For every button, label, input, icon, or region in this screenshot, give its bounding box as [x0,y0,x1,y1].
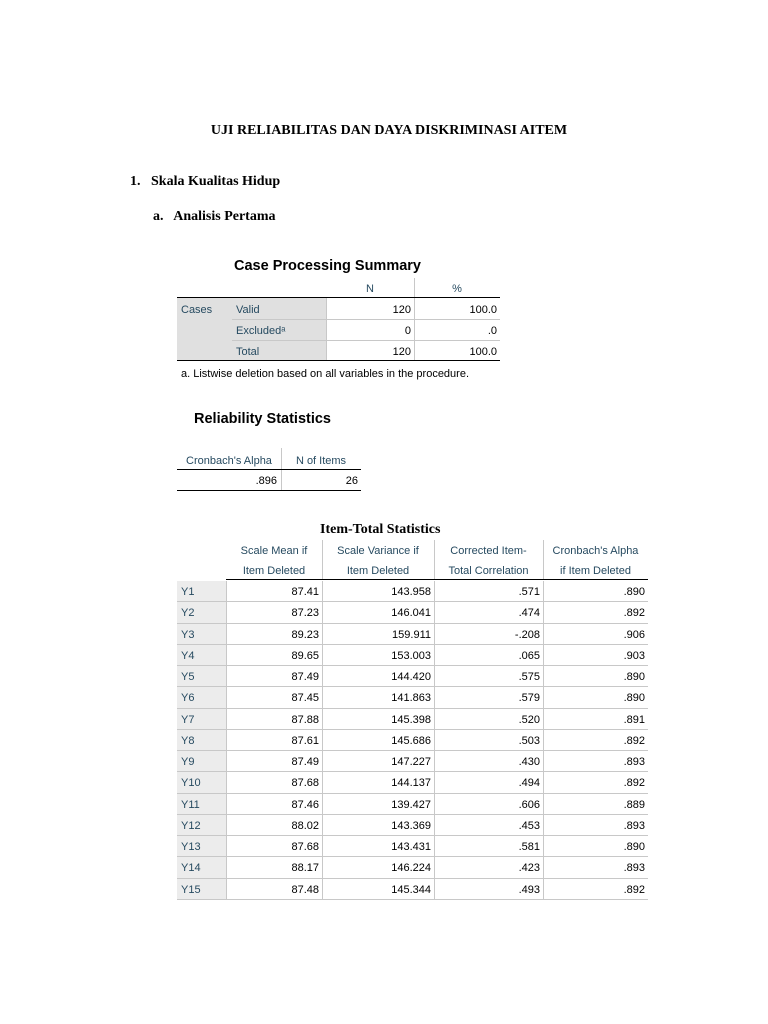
item-variance-cell: 145.686 [391,734,431,747]
col-divider [226,581,227,900]
item-total-header [434,544,543,578]
item-variance-cell: 146.224 [391,862,431,875]
item-variance-cell: 141.863 [391,692,431,705]
col-divider [414,298,415,360]
item-corr-cell: .575 [518,671,540,683]
case-row-label: Excludedᵃ [236,325,286,337]
row-divider [177,814,648,815]
item-mean-cell: 87.68 [291,841,319,853]
section-number: 1. [130,174,141,189]
row-divider [177,793,648,794]
item-mean-cell: 88.02 [291,819,319,832]
item-alpha-cell: .906 [623,628,645,641]
item-mean-cell: 87.46 [291,798,319,811]
item-label: Y12 [181,819,201,832]
row-divider [232,319,500,320]
item-alpha-cell: .892 [623,883,645,896]
item-variance-cell: 145.398 [391,713,431,726]
row-divider [232,340,500,341]
item-variance-cell: 146.041 [391,607,431,620]
item-label: Y13 [181,841,201,853]
case-summary-header-divider [414,278,415,298]
item-variance-cell: 153.003 [391,649,431,662]
header-line: Cronbach's Alpha [552,545,639,557]
row-divider [177,665,648,666]
case-row-pct: 100.0 [469,346,497,358]
case-row-pct: 100.0 [469,304,497,316]
item-corr-cell: .430 [518,756,540,768]
item-corr-cell: .423 [518,862,540,875]
item-total-header [543,544,648,578]
col-divider [434,581,435,900]
case-summary-group-label: Cases [181,304,213,316]
item-mean-cell: 87.45 [291,692,319,705]
case-row-n: 0 [404,325,411,337]
item-corr-cell: .065 [518,649,540,662]
case-summary-col-pct: % [452,283,462,295]
header-line: Corrected Item- [450,545,527,557]
item-alpha-cell: .893 [623,756,645,768]
item-corr-cell: -.208 [514,628,540,641]
item-alpha-cell: .893 [623,819,645,832]
case-row-n: 120 [392,304,411,316]
section-title: Skala Kualitas Hidup [151,174,281,189]
item-alpha-cell: .889 [623,798,645,811]
item-mean-cell: 87.49 [291,756,319,768]
subsection-heading [153,209,276,225]
item-variance-cell: 143.958 [391,586,431,598]
row-divider [177,601,648,602]
item-mean-cell: 87.23 [291,607,319,620]
reliability-bottom-rule [177,490,361,491]
item-alpha-cell: .893 [623,862,645,875]
item-mean-cell: 87.88 [291,713,319,726]
item-label: Y3 [181,628,195,641]
header-line: Item Deleted [346,565,410,577]
item-total-header [226,544,322,578]
subsection-letter: a. [153,209,164,224]
item-variance-cell: 147.227 [391,756,431,768]
item-total-title: Item-Total Statistics [320,522,441,537]
col-divider [322,581,323,900]
item-variance-cell: 144.137 [391,777,431,790]
item-variance-cell: 139.427 [391,798,431,811]
col-divider [434,540,435,580]
item-label: Y11 [181,798,200,811]
item-variance-cell: 143.431 [391,841,431,853]
case-summary-title: Case Processing Summary [234,258,421,274]
item-corr-cell: .579 [518,692,540,705]
case-row-label: Total [236,346,260,358]
header-line: Scale Variance if [337,545,419,557]
item-alpha-cell: .890 [623,586,645,598]
item-variance-cell: 144.420 [391,671,431,683]
item-mean-cell: 87.41 [291,586,319,598]
item-corr-cell: .453 [518,819,540,832]
row-divider [177,835,648,836]
case-row-n: 120 [392,346,411,358]
reliability-top-rule [177,469,361,470]
row-divider [177,750,648,751]
item-alpha-cell: .903 [623,649,645,662]
item-label: Y2 [181,607,195,620]
row-divider [177,878,648,879]
header-line: Total Correlation [448,565,529,577]
item-label: Y4 [181,649,195,662]
item-variance-cell: 143.369 [391,819,431,832]
case-row-pct: .0 [487,325,497,337]
col-divider [543,540,544,580]
case-row-label: Valid [236,304,260,316]
reliability-col-items: N of Items [295,455,347,467]
item-mean-cell: 87.48 [291,883,319,896]
row-divider [177,708,648,709]
item-corr-cell: .474 [518,607,540,620]
item-corr-cell: .581 [518,841,540,853]
item-alpha-cell: .892 [623,734,645,747]
item-label: Y9 [181,756,195,768]
header-line: Scale Mean if [240,545,308,557]
item-variance-cell: 159.911 [392,628,431,641]
row-divider [177,771,648,772]
item-label: Y1 [181,586,195,598]
item-mean-cell: 88.17 [291,862,319,875]
row-divider [177,899,648,900]
reliability-items-value: 26 [345,475,358,487]
item-alpha-cell: .891 [623,713,645,726]
col-divider [543,581,544,900]
item-label: Y7 [181,713,195,726]
item-label: Y5 [181,671,195,683]
header-line: if Item Deleted [560,565,631,577]
item-mean-cell: 87.61 [291,734,319,747]
reliability-col-alpha: Cronbach's Alpha [186,455,272,467]
item-label: Y10 [181,777,201,790]
item-corr-cell: .571 [518,586,540,598]
row-divider [177,686,648,687]
subsection-title: Analisis Pertama [173,209,276,224]
item-total-header [322,544,434,578]
row-divider [177,729,648,730]
row-divider [177,644,648,645]
header-line: Item Deleted [242,565,306,577]
reliability-title: Reliability Statistics [194,411,331,427]
item-corr-cell: .503 [518,734,540,747]
item-label: Y6 [181,692,195,705]
reliability-alpha-value: .896 [255,475,277,487]
item-mean-cell: 89.65 [291,649,319,662]
item-corr-cell: .606 [518,798,540,811]
item-label: Y8 [181,734,195,747]
item-alpha-cell: .890 [623,841,645,853]
case-summary-top-rule [177,297,500,298]
case-summary-col-n: N [366,283,374,295]
row-divider [177,856,648,857]
item-corr-cell: .494 [518,777,540,790]
case-summary-bottom-rule [177,360,500,361]
item-alpha-cell: .890 [623,671,645,683]
col-divider [322,540,323,580]
item-variance-cell: 145.344 [391,883,431,896]
item-alpha-cell: .890 [623,692,645,705]
item-mean-cell: 89.23 [291,628,319,641]
item-mean-cell: 87.49 [291,671,319,683]
item-mean-cell: 87.68 [291,777,319,790]
row-divider [177,623,648,624]
col-divider [326,298,327,360]
case-summary-footnote: a. Listwise deletion based on all variables in the procedure. [181,368,470,380]
item-label: Y14 [181,862,201,875]
item-total-top-rule [226,579,648,580]
item-corr-cell: .493 [518,883,540,896]
section-heading [130,174,280,190]
document-title: UJI RELIABILITAS DAN DAYA DISKRIMINASI AITEM [210,123,568,138]
item-alpha-cell: .892 [623,777,645,790]
item-label: Y15 [181,883,201,896]
item-corr-cell: .520 [518,713,540,726]
item-alpha-cell: .892 [623,607,645,620]
